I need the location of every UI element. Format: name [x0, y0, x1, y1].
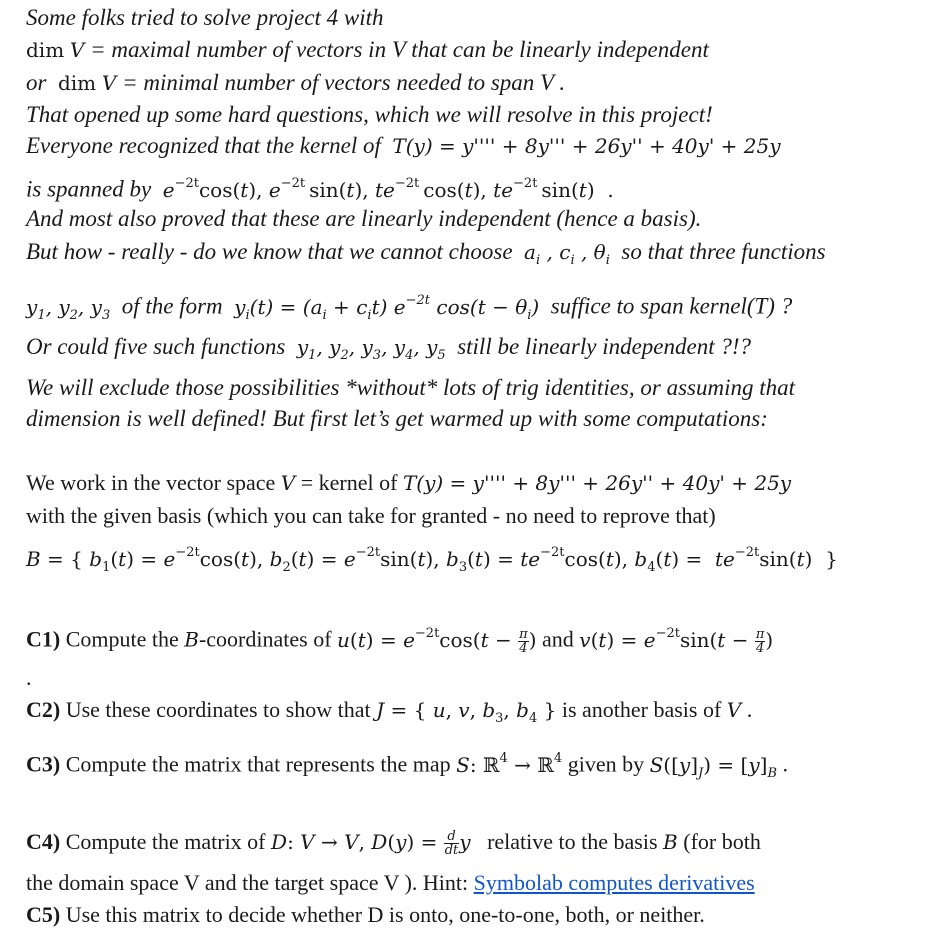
- setup-line-1: We work in the vector space V = kernel of T(y) = y'''' + 8y''' + 26y'' + 40y' + 25y: [26, 470, 792, 495]
- intro-line-8: But how - really - do we know that we cannot choose $a_i$ , $c_i$ , $\theta_i$ so that three functions: [26, 239, 826, 268]
- setup-line-2: with the given basis (which you can take for granted - no need to reprove that): [26, 503, 716, 528]
- basis-b-definition: B = { $b_1(t) = e^{-2t}\cos(t)$, $b_2(t) = e^{-2t}\sin(t)$, $b_3(t) = te^{-2t}\cos(t)$, $b_4(t) = te^{-2t}\sin(t)$ }: [26, 545, 838, 575]
- symbolab-derivatives-link[interactable]: Symbolab computes derivatives: [473, 870, 755, 895]
- coefficients-a-c-theta: $a_i$ , $c_i$ , $\theta_i$: [524, 240, 610, 268]
- task-c5-label: C5): [26, 902, 61, 927]
- task-c3: C3) Compute the matrix that represents the map S: ℝ$^4$ → ℝ$^4$ given by $S([y]_J) = [y]_B$ .: [26, 751, 789, 781]
- spanning-functions: $e^{-2t}\cos(t)$, $e^{-2t}$ sin(t), $te^{-2t}$ cos(t), $te^{-2t}$ sin(t) .: [162, 176, 614, 202]
- task-c5: C5) Use this matrix to decide whether D is onto, one-to-one, both, or neither.: [26, 902, 705, 927]
- intro-line-2: dim V = maximal number of vectors in V that can be linearly independent: [26, 37, 709, 62]
- task-c3-label: C3): [26, 751, 61, 777]
- intro-line-12: dimension is well defined! But first let’s get warmed up with some computations:: [26, 406, 768, 431]
- intro-line-11: We will exclude those possibilities *without* lots of trig identities, or assuming that: [26, 375, 796, 400]
- intro-line-6: is spanned by $e^{-2t}\cos(t)$, $e^{-2t}$ sin(t), $te^{-2t}$ cos(t), $te^{-2t}$ sin(t) .: [26, 176, 614, 202]
- task-c1: C1) Compute the B-coordinates of $u(t) = e^{-2t}\cos(t$ − $\frac{\pi}{4}$ ) and $v(t) = e^{-2t}\sin(t$ − $\frac{\pi}{4}$ ): [26, 626, 774, 656]
- intro-line-9: $y_1$, $y_2$, $y_3$ of the form $y_i(t) = (a_i + c_it)$ $e^{-2t}$ $\cos(t - \theta_i)$ suffice to span kernel(T) ?: [26, 293, 793, 323]
- task-c1-period: .: [26, 665, 32, 690]
- task-c4-label: C4): [26, 829, 61, 854]
- functions-y1-y3: $y_1$, $y_2$, $y_3$: [26, 294, 111, 323]
- task-c4-line-2: the domain space V and the target space V ). Hint: Symbolab computes derivatives: [26, 870, 755, 895]
- intro-line-7: And most also proved that these are linearly independent (hence a basis).: [26, 206, 702, 231]
- intro-line-5: Everyone recognized that the kernel of T(y) = y'''' + 8y''' + 26y'' + 40y' + 25y: [26, 133, 781, 158]
- task-c1-label: C1): [26, 626, 61, 652]
- form-yi: $y_i(t) = (a_i + c_it)$ $e^{-2t}$ $\cos(t - \theta_i)$: [234, 293, 540, 323]
- intro-line-10: Or could five such functions $y_1$, $y_2$, $y_3$, $y_4$, $y_5$ still be linearly independent ?!?: [26, 334, 752, 363]
- task-c4: C4) Compute the matrix of D: V → V, D(y) = $\frac{d}{dt}$ y relative to the basis B (for both: [26, 829, 761, 858]
- functions-y1-y5: $y_1$, $y_2$, $y_3$, $y_4$, $y_5$: [296, 335, 446, 363]
- intro-line-1: Some folks tried to solve project 4 with: [26, 5, 384, 30]
- intro-line-4: That opened up some hard questions, which we will resolve in this project!: [26, 102, 713, 127]
- task-c2-label: C2): [26, 697, 61, 722]
- task-c2: C2) Use these coordinates to show that J = { u, v, $b_3$, $b_4$ } is another basis of V .: [26, 697, 753, 726]
- intro-line-3: or dim V = minimal number of vectors needed to span V .: [26, 70, 566, 95]
